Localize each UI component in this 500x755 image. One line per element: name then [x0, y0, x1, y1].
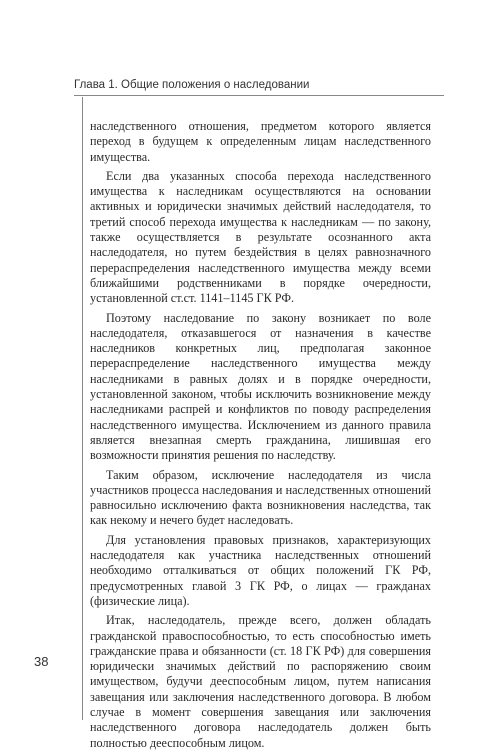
header-rule [74, 95, 444, 96]
paragraph: Таким образом, исключение наследодателя из числа участников процесса наследования и наследственных отношений равносильно исключению факта возникновения наследства, так как некому и нечего будет наследовать. [90, 467, 431, 528]
paragraph: Для установления правовых признаков, характеризующих наследодателя как участника наследственных отношений необходимо отталкиваться от общих положений ГК РФ, предусмотренных главой 3 ГК РФ, о лицах — гражданах (физические лица). [90, 532, 431, 608]
page-number: 38 [34, 654, 49, 669]
paragraph: Поэтому наследование по закону возникает по воле наследодателя, отказавшегося от назначения в качестве наследников конкретных лиц, предполагая законное перераспределение наследственного имущества между наследниками в равных долях и в порядке очередности, установленной законом, чтобы исключить возникновение между наследниками распрей и конфликтов по поводу распределения наследственного имущества. Исключением из данного правила является внезапная смерть гражданина, лишившая его возможности принятия решения по наследству. [90, 310, 431, 463]
body-text [90, 119, 431, 755]
margin-rule [82, 97, 83, 720]
paragraph: Итак, наследодатель, прежде всего, должен обладать гражданской правоспособностью, то есть способностью иметь гражданские права и обязанности (ст. 18 ГК РФ) для совершения юридически значимых действий по распоряжению своим имуществом, будучи дееспособным лицом, путем написания завещания или заключения наследственного договора. В любом случае в момент совершения завещания или заключения наследственного договора наследодатель должен быть полностью дееспособным лицом. [90, 613, 431, 750]
paragraph: наследственного отношения, предметом которого является переход в будущем к определенным лицам наследственного имущества. [90, 119, 431, 164]
paragraph: Если два указанных способа перехода наследственного имущества к наследникам осуществляются на основании активных и юридически значимых действий наследодателя, то третий способ перехода имущества к наследникам — по закону, также осуществляется в результате осознанного акта наследодателя, но путем бездействия в целях равнозначного перераспределения наследственного имущества между всеми ближайшими родственниками в порядке очередности, установленной ст.ст. 1141–1145 ГК РФ. [90, 168, 431, 306]
chapter-header: Глава 1. Общие положения о наследовании [74, 79, 310, 91]
